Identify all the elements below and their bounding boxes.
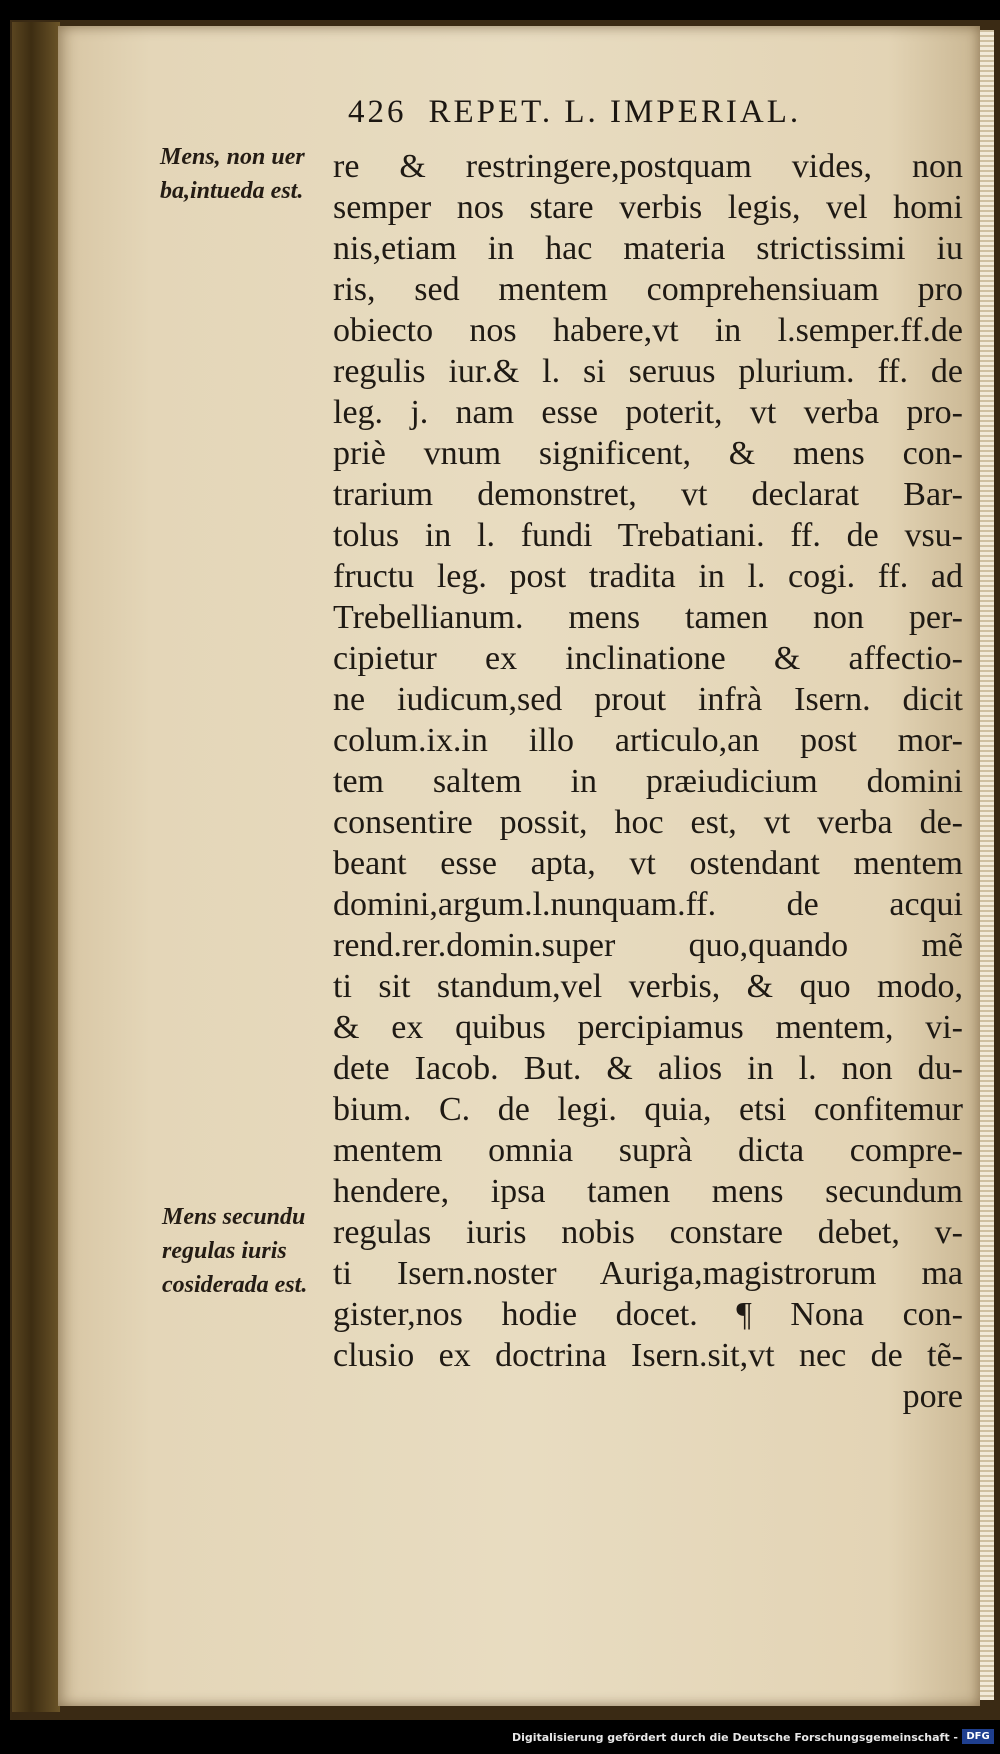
- text-line: tem saltem in præiudicium domini: [333, 763, 963, 800]
- funding-credit: Digitalisierung gefördert durch die Deutsche Forschungsgemeinschaft -: [511, 1731, 958, 1744]
- text-line: rend.rer.domin.super quo,quando mẽ: [333, 927, 963, 964]
- text-line: ti Isern.noster Auriga,magistrorum ma: [333, 1255, 963, 1292]
- marginal-note-line: Mens secundu: [162, 1204, 306, 1230]
- text-line: domini,argum.l.nunquam.ff. de acqui: [333, 886, 963, 923]
- dfg-logo: DFG: [962, 1729, 994, 1744]
- page-number: 426: [348, 94, 407, 130]
- marginal-note-line: regulas iuris: [162, 1238, 287, 1264]
- text-line: trarium demonstret, vt declarat Bar-: [333, 476, 963, 513]
- text-line: tolus in l. fundi Trebatiani. ff. de vsu-: [333, 517, 963, 554]
- digitization-footer: [0, 1722, 1000, 1754]
- text-line: & ex quibus percipiamus mentem, vi-: [333, 1009, 963, 1046]
- book-spine-edge: [12, 22, 60, 1712]
- text-line: semper nos stare verbis legis, vel homi: [333, 189, 963, 226]
- text-line: fructu leg. post tradita in l. cogi. ff. ad: [333, 558, 963, 595]
- running-head: [348, 94, 948, 144]
- marginal-note-line: ba,intueda est.: [160, 178, 304, 204]
- text-line: regulas iuris nobis constare debet, v-: [333, 1214, 963, 1251]
- text-line: bium. C. de legi. quia, etsi confitemur: [333, 1091, 963, 1128]
- text-line: Trebellianum. mens tamen non per-: [333, 599, 963, 636]
- text-line: clusio ex doctrina Isern.sit,vt nec de tẽ-: [333, 1337, 963, 1374]
- marginal-note: [162, 1200, 307, 1302]
- text-line: leg. j. nam esse poterit, vt verba pro-: [333, 394, 963, 431]
- marginal-note-line: Mens, non uer: [160, 144, 305, 170]
- text-line: consentire possit, hoc est, vt verba de-: [333, 804, 963, 841]
- catchword: pore: [902, 1378, 963, 1415]
- text-line: colum.ix.in illo articulo,an post mor-: [333, 722, 963, 759]
- text-line: gister,nos hodie docet. ¶ Nona con-: [333, 1296, 963, 1333]
- text-line: re & restringere,postquam vides, non: [333, 148, 963, 185]
- page-stack-edge: [980, 30, 994, 1700]
- text-line: beant esse apta, vt ostendant mentem: [333, 845, 963, 882]
- text-line: hendere, ipsa tamen mens secundum: [333, 1173, 963, 1210]
- text-line: mentem omnia suprà dicta compre-: [333, 1132, 963, 1169]
- marginal-note: [160, 140, 305, 208]
- running-title: REPET. L. IMPERIAL.: [428, 94, 802, 130]
- text-line: priè vnum significent, & mens con-: [333, 435, 963, 472]
- text-line: obiecto nos habere,vt in l.semper.ff.de: [333, 312, 963, 349]
- text-line: ris, sed mentem comprehensiuam pro: [333, 271, 963, 308]
- text-line: dete Iacob. But. & alios in l. non du-: [333, 1050, 963, 1087]
- text-line: nis,etiam in hac materia strictissimi iu: [333, 230, 963, 267]
- text-line: regulis iur.& l. si seruus plurium. ff. de: [333, 353, 963, 390]
- marginal-note-line: cosiderada est.: [162, 1272, 308, 1298]
- text-line: cipietur ex inclinatione & affectio-: [333, 640, 963, 677]
- text-line: ti sit standum,vel verbis, & quo modo,: [333, 968, 963, 1005]
- main-text-block: [333, 146, 963, 1417]
- text-line: ne iudicum,sed prout infrà Isern. dicit: [333, 681, 963, 718]
